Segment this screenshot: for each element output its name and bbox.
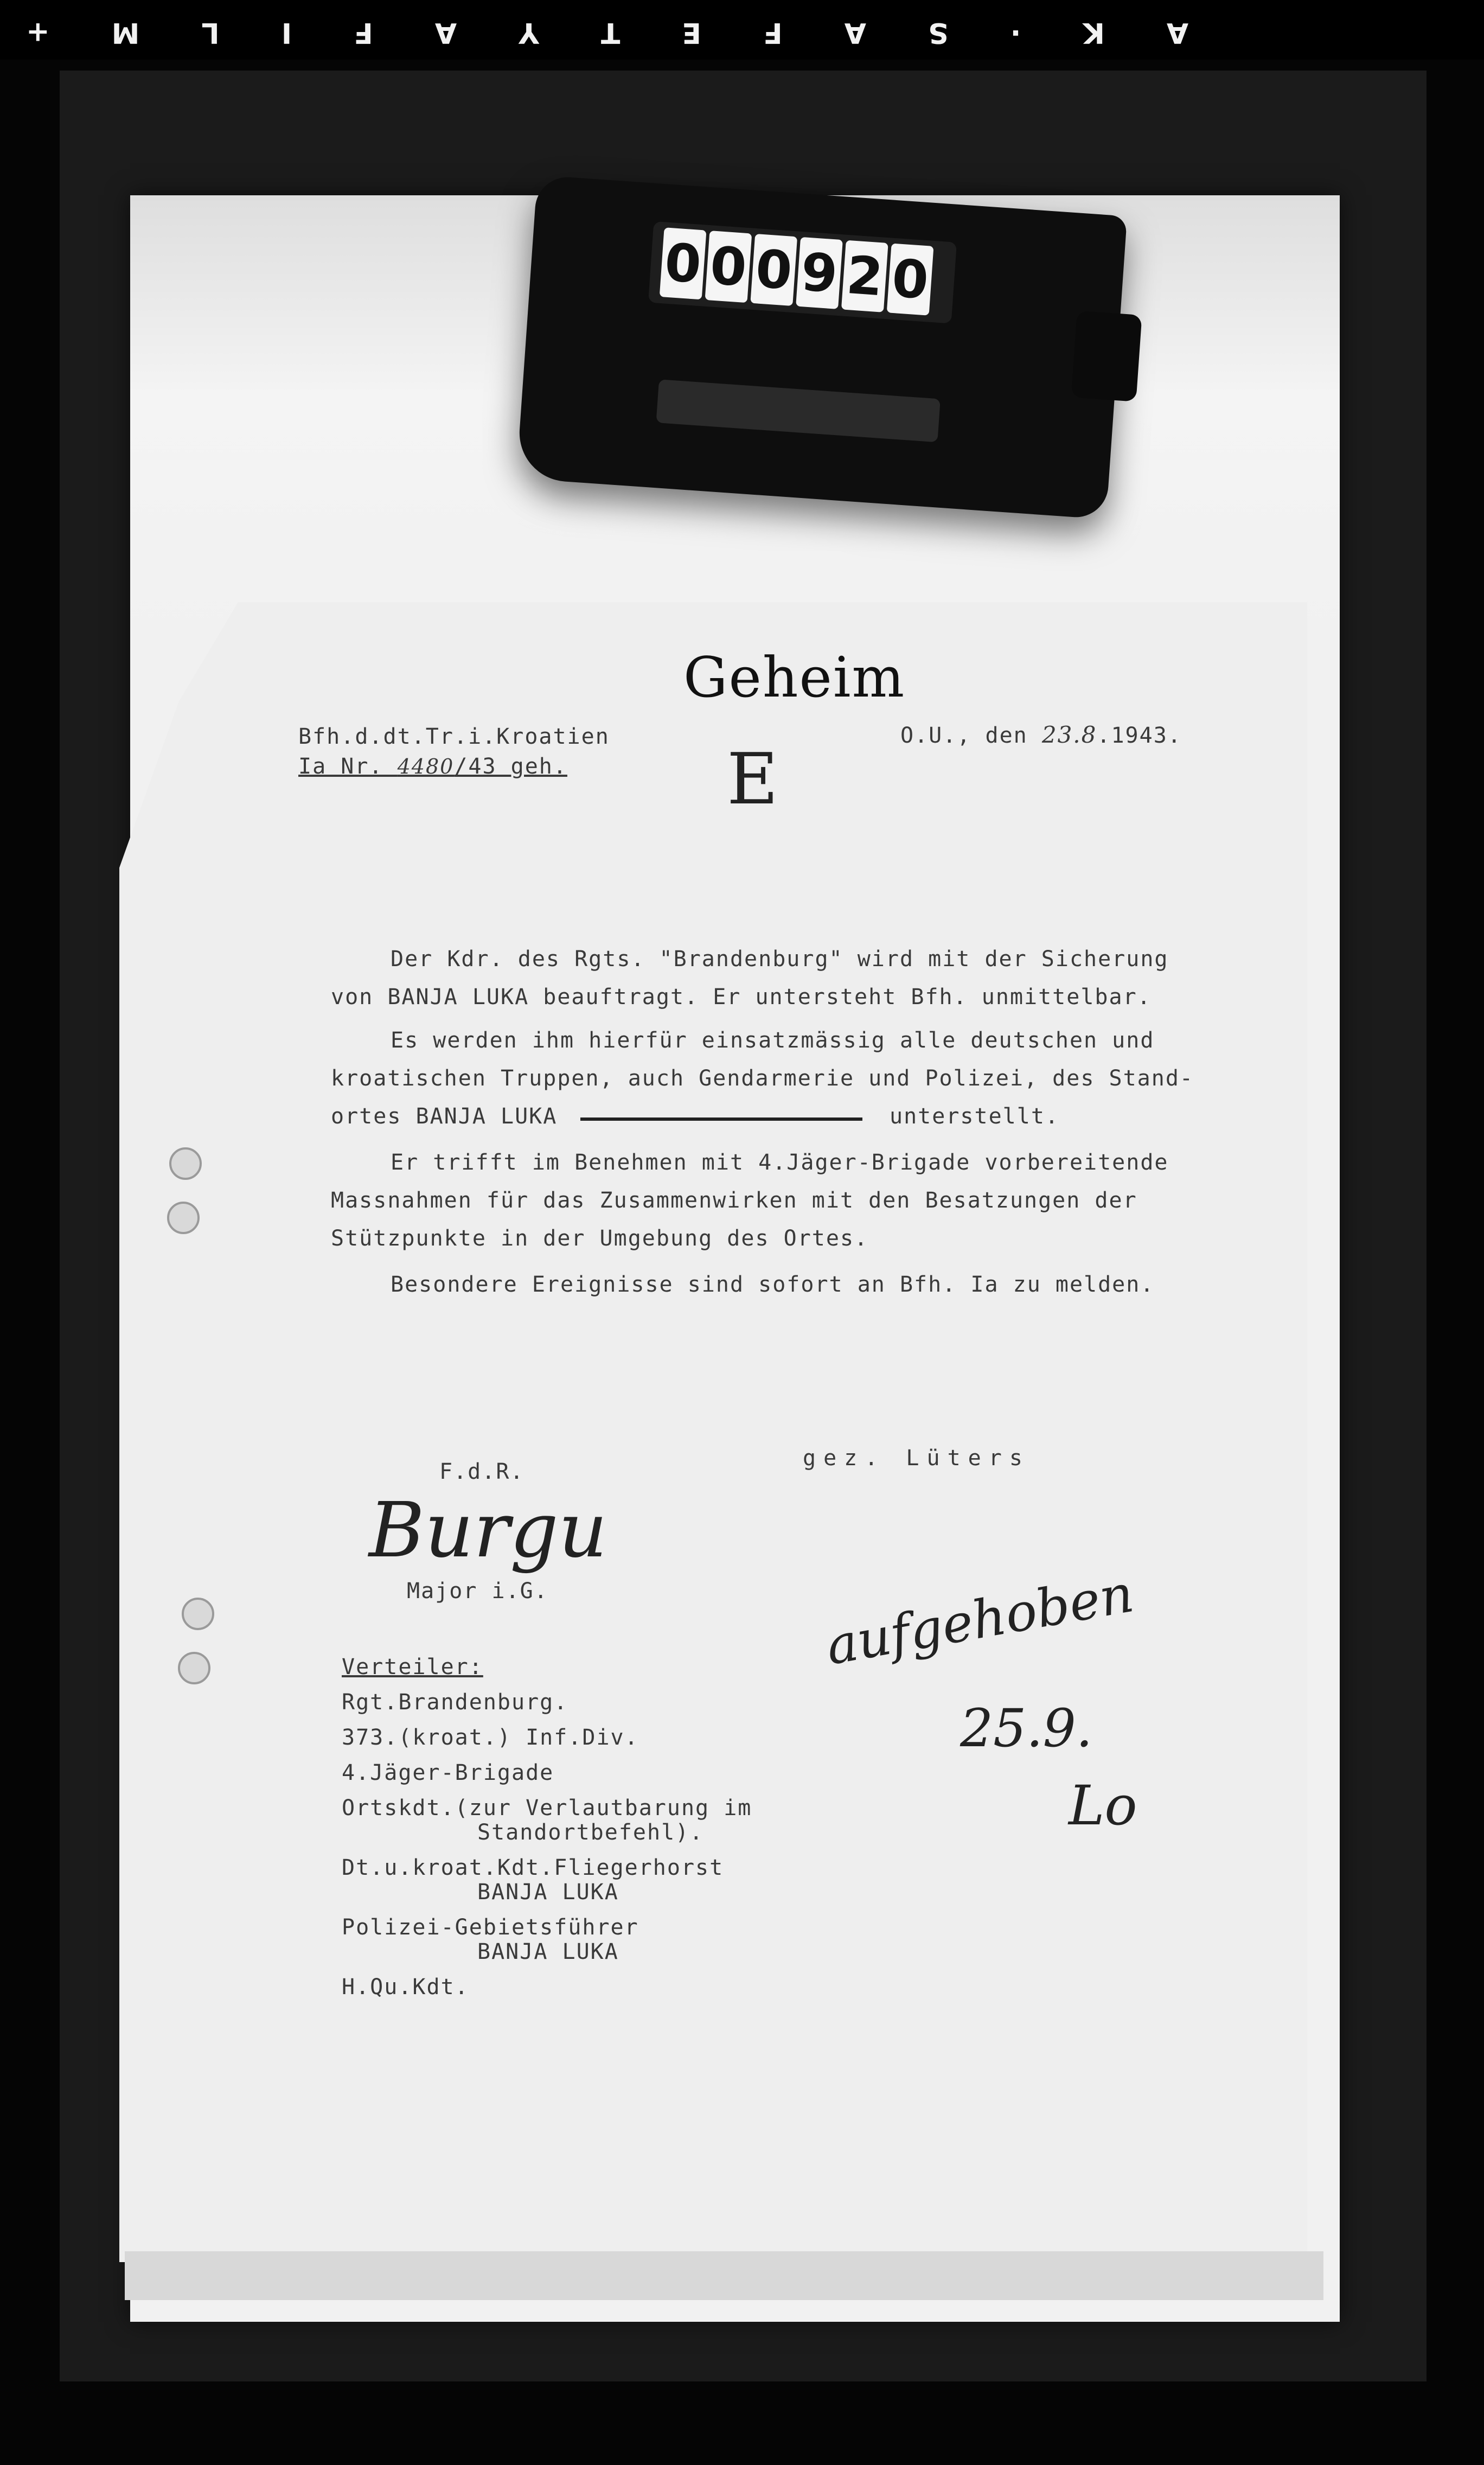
distribution-item: Rgt.Brandenburg.: [342, 1690, 568, 1715]
counter-digit: 9: [796, 237, 843, 309]
handwritten-note: aufgehoben: [821, 1563, 1138, 1677]
punch-hole: [169, 1147, 202, 1180]
frame-counter-device: [516, 175, 1127, 520]
handwritten-initials: Lo: [1069, 1774, 1137, 1837]
distribution-item: Ortskdt.(zur Verlautbarung im: [342, 1796, 752, 1821]
counter-slot: [656, 379, 941, 442]
distribution-heading: Verteiler:: [342, 1655, 483, 1679]
reference-prefix: Ia Nr.: [298, 754, 383, 779]
film-edge-label: A K · S A F E T Y A F I L M +: [0, 16, 1189, 49]
rank-label: Major i.G.: [407, 1579, 548, 1604]
date-handwritten: 23.8: [1041, 721, 1097, 748]
office-line: Bfh.d.dt.Tr.i.Kroatien: [298, 724, 610, 749]
body-line: Stützpunkte in der Umgebung des Ortes.: [331, 1226, 869, 1251]
document-title: Geheim: [683, 646, 906, 710]
counter-knob: [1071, 311, 1142, 402]
punch-hole: [167, 1202, 200, 1234]
handwritten-date: 25.9.: [960, 1698, 1093, 1759]
punch-hole: [178, 1652, 210, 1684]
signature: Burgu: [369, 1486, 607, 1575]
distribution-item: Dt.u.kroat.Kdt.Fliegerhorst: [342, 1855, 724, 1880]
distribution-item: 373.(kroat.) Inf.Div.: [342, 1725, 639, 1750]
counter-digit: 0: [660, 227, 707, 299]
body-line: Massnahmen für das Zusammenwirken mit den Besatzungen der: [331, 1188, 1137, 1213]
document-page: [119, 602, 1307, 2262]
date-year: .1943.: [1097, 723, 1182, 748]
place-date-line: [900, 721, 1182, 748]
body-line: von BANJA LUKA beauftragt. Er untersteht Bfh. unmittelbar.: [331, 985, 1152, 1010]
distribution-item: 4.Jäger-Brigade: [342, 1760, 554, 1785]
body-line: Der Kdr. des Rgts. "Brandenburg" wird mit der Sicherung: [391, 947, 1169, 972]
body-line: unterstellt.: [890, 1104, 1059, 1129]
document-bottom-edge: [125, 2251, 1323, 2300]
counter-window: [648, 221, 957, 324]
body-line: Besondere Ereignisse sind sofort an Bfh. Ia zu melden.: [391, 1272, 1155, 1297]
place-label: O.U., den: [900, 723, 1028, 748]
counter-digit: 0: [887, 244, 934, 316]
body-line: Es werden ihm hierfür einsatzmässig alle deutschen und: [391, 1028, 1155, 1053]
distribution-item: BANJA LUKA: [477, 1880, 619, 1905]
distribution-item: H.Qu.Kdt.: [342, 1975, 469, 2000]
distribution-item: BANJA LUKA: [477, 1939, 619, 1964]
distribution-item: Polizei-Gebietsführer: [342, 1915, 639, 1940]
handwritten-mark: E: [727, 738, 778, 820]
punch-hole: [182, 1598, 214, 1630]
film-edge: [0, 0, 1484, 60]
fdr-label: F.d.R.: [439, 1459, 524, 1484]
distribution-item: Standortbefehl).: [477, 1820, 704, 1845]
counter-digit: 0: [750, 234, 797, 306]
signed-by: gez. Lüters: [803, 1446, 1030, 1471]
reference-line: [298, 754, 567, 779]
reference-suffix: /43 geh.: [454, 754, 567, 779]
body-line: kroatischen Truppen, auch Gendarmerie und Polizei, des Stand-: [331, 1066, 1194, 1091]
struck-out-text: [580, 1117, 862, 1121]
body-line: Er trifft im Benehmen mit 4.Jäger-Brigade vorbereitende: [391, 1150, 1169, 1175]
counter-digit: 0: [705, 231, 752, 303]
counter-digit: 2: [841, 240, 888, 312]
reference-number: 4480: [397, 755, 455, 778]
body-line: ortes BANJA LUKA: [331, 1104, 558, 1129]
